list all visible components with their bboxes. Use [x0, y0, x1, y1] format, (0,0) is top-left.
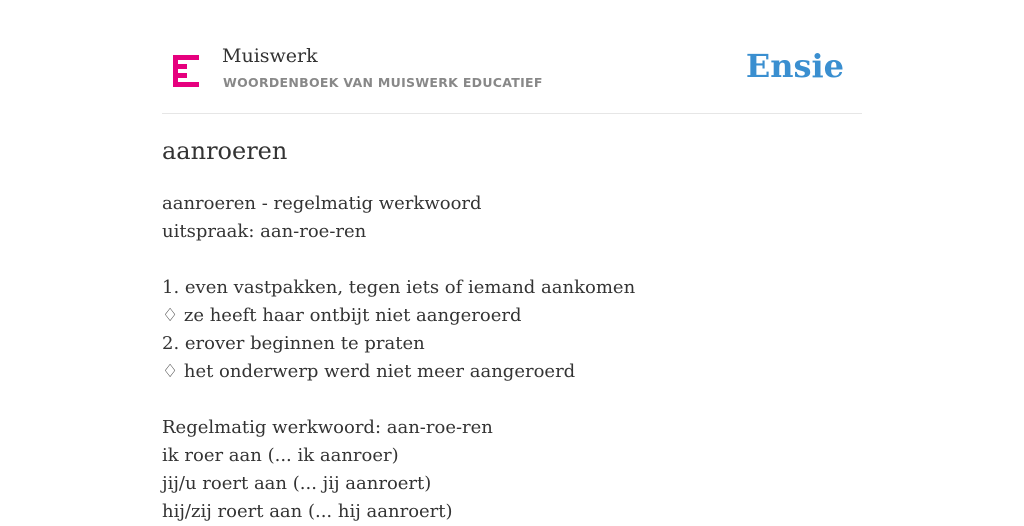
- entry-line: aanroeren - regelmatig werkwoord: [162, 193, 482, 214]
- entry-line: jij/u roert aan (... jij aanroert): [162, 473, 432, 494]
- site-header: [162, 0, 862, 114]
- entry-line: uitspraak: aan-roe-ren: [162, 221, 367, 242]
- entry-line: 1. even vastpakken, tegen iets of iemand aankomen: [162, 277, 636, 298]
- entry-line: [162, 386, 635, 414]
- entry-line: ♢ ze heeft haar ontbijt niet aangeroerd: [162, 305, 522, 326]
- entry-title: aanroeren: [162, 137, 288, 165]
- site-name[interactable]: Muiswerk: [222, 45, 318, 67]
- ensie-brand-logo[interactable]: Ensie: [745, 47, 844, 85]
- entry-line: hij/zij roert aan (... hij aanroert): [162, 501, 453, 522]
- muiswerk-e-logo-icon[interactable]: [173, 55, 199, 88]
- page-container: [162, 0, 862, 522]
- entry-line: ♢ het onderwerp werd niet meer aangeroerd: [162, 361, 576, 382]
- entry-line: ik roer aan (... ik aanroer): [162, 445, 399, 466]
- entry-body: [162, 190, 635, 526]
- entry-line: Regelmatig werkwoord: aan-roe-ren: [162, 417, 493, 438]
- entry-line: [162, 246, 635, 274]
- site-subtitle: WOORDENBOEK VAN MUISWERK EDUCATIEF: [223, 75, 543, 90]
- entry-line: 2. erover beginnen te praten: [162, 333, 425, 354]
